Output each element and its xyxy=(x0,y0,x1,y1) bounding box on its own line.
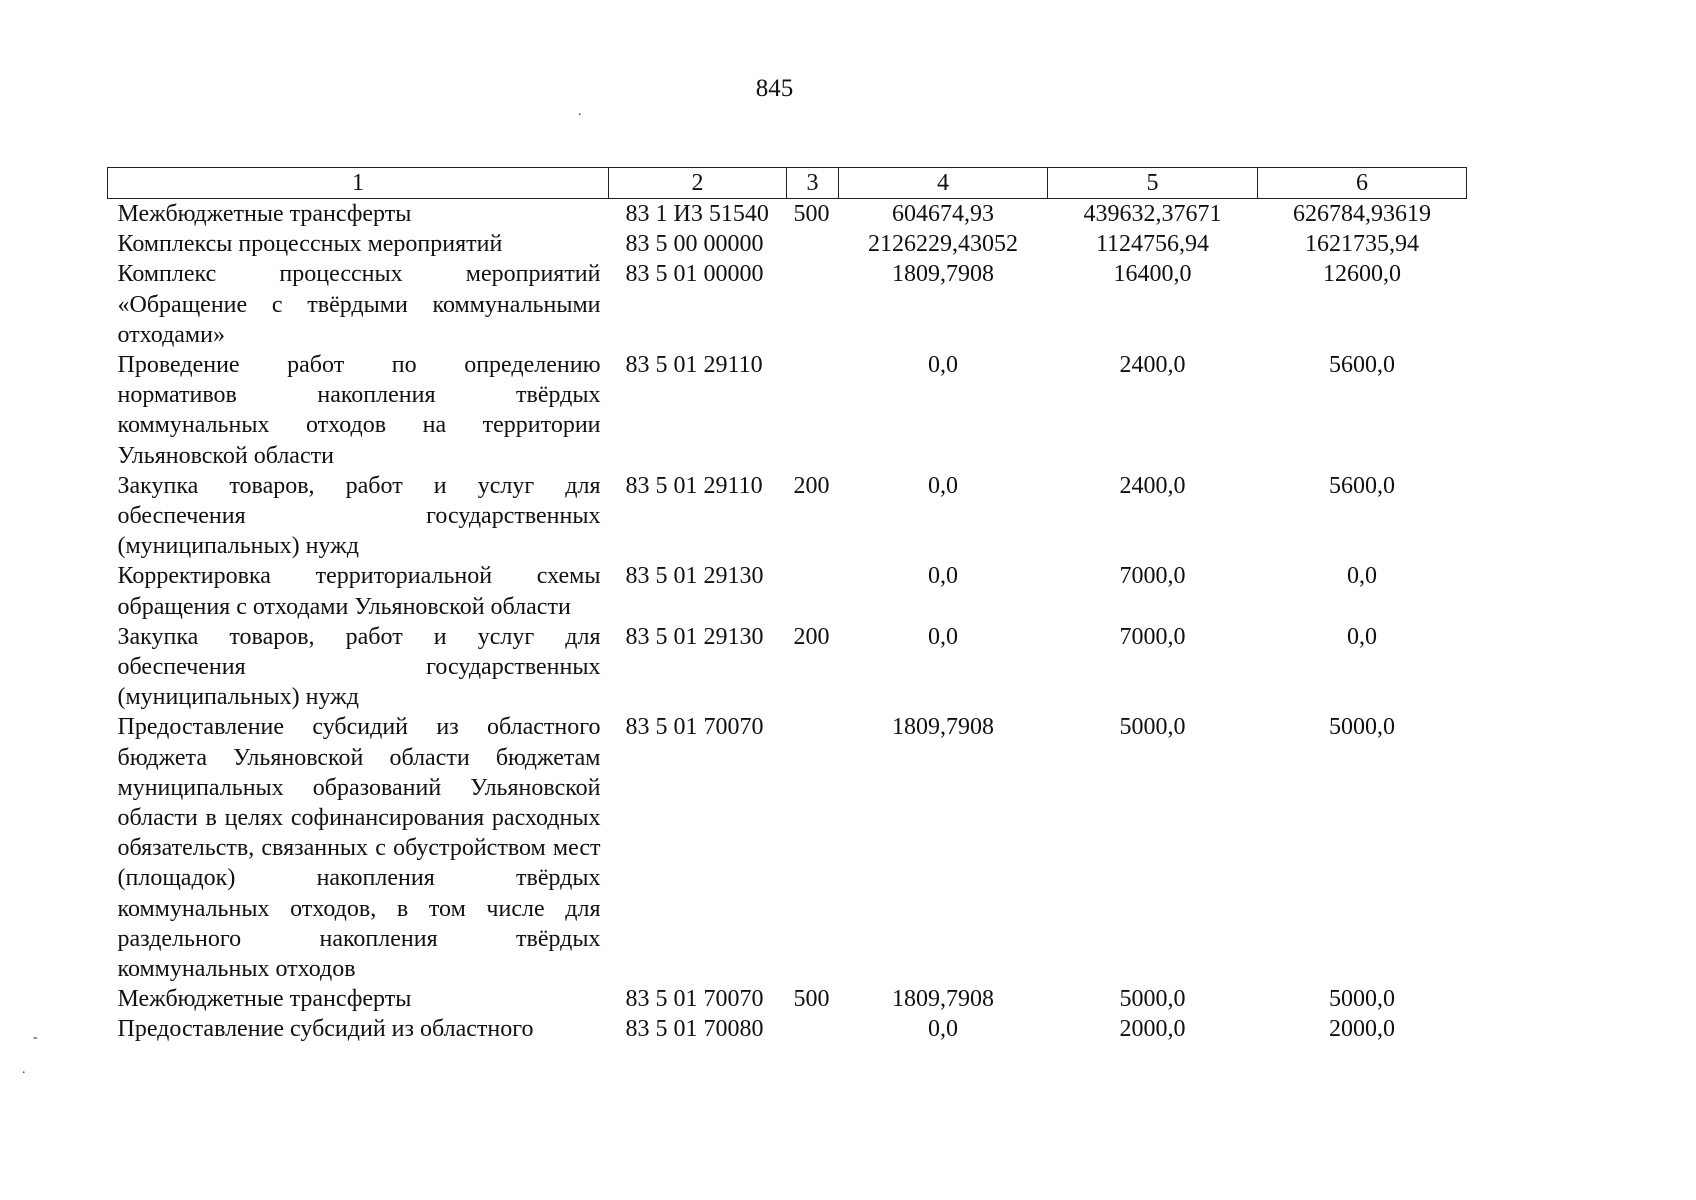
row-value-4: 0,0 xyxy=(928,563,958,590)
table-row xyxy=(108,712,1467,984)
row-type xyxy=(787,229,839,259)
row-value-6: 2000,0 xyxy=(1329,1016,1395,1043)
row-code: 83 5 00 00000 xyxy=(625,231,764,258)
row-value-4: 1809,7908 xyxy=(892,986,994,1013)
table-row xyxy=(108,984,1467,1014)
row-value-5: 7000,0 xyxy=(1119,563,1186,590)
table-row xyxy=(108,229,1467,259)
row-value-4: 0,0 xyxy=(928,1016,958,1043)
header-col-4: 4 xyxy=(839,168,1048,199)
table-row xyxy=(108,471,1467,562)
table-row xyxy=(108,350,1467,471)
row-name: Комплекс процессных мероприятий «Обращение с твёрдыми коммунальными отходами» xyxy=(117,261,601,348)
row-value-6: 5000,0 xyxy=(1329,986,1395,1013)
row-value-6: 12600,0 xyxy=(1323,261,1401,288)
row-name: Комплексы процессных мероприятий xyxy=(117,231,503,258)
row-type xyxy=(787,1014,839,1044)
row-type xyxy=(787,259,839,350)
row-name: Закупка товаров, работ и услуг для обеспечения государственных (муниципальных) нужд xyxy=(117,472,601,560)
row-name: Межбюджетные трансферты xyxy=(117,986,412,1013)
row-value-5: 5000,0 xyxy=(1119,714,1186,741)
row-code: 83 5 01 70080 xyxy=(625,1016,764,1043)
row-value-5: 2400,0 xyxy=(1119,472,1186,499)
row-value-4: 1809,7908 xyxy=(892,261,994,288)
row-code: 83 5 01 00000 xyxy=(625,261,764,288)
header-col-5: 5 xyxy=(1048,168,1258,199)
row-value-6: 5600,0 xyxy=(1329,352,1395,379)
budget-table xyxy=(107,167,1467,1045)
row-code: 83 5 01 29110 xyxy=(625,352,763,379)
header-row xyxy=(108,168,1467,199)
header-col-1: 1 xyxy=(108,168,609,199)
row-name: Корректировка территориальной схемы обращения с отходами Ульяновской области xyxy=(117,563,601,620)
row-value-4: 0,0 xyxy=(928,472,958,499)
row-value-5: 2000,0 xyxy=(1119,1016,1186,1043)
row-value-6: 5000,0 xyxy=(1329,714,1395,741)
table-row xyxy=(108,199,1467,230)
header-col-6: 6 xyxy=(1258,168,1467,199)
row-value-6: 0,0 xyxy=(1347,623,1377,650)
row-value-4: 2126229,43052 xyxy=(868,231,1018,258)
row-code: 83 5 01 29130 xyxy=(625,563,764,590)
header-col-3: 3 xyxy=(787,168,839,199)
row-value-6: 1621735,94 xyxy=(1305,231,1419,258)
table-row xyxy=(108,561,1467,621)
row-name: Закупка товаров, работ и услуг для обеспечения государственных (муниципальных) нужд xyxy=(117,623,601,711)
table-row xyxy=(108,259,1467,350)
row-value-5: 16400,0 xyxy=(1113,261,1192,288)
row-type: 200 xyxy=(793,623,830,650)
table-row xyxy=(108,622,1467,713)
row-value-4: 0,0 xyxy=(928,623,958,650)
row-code: 83 5 01 29130 xyxy=(625,623,764,650)
table-body xyxy=(108,199,1467,1045)
header-col-2: 2 xyxy=(609,168,787,199)
row-type: 200 xyxy=(793,472,830,499)
row-type xyxy=(787,350,839,471)
table-row xyxy=(108,1014,1467,1044)
row-code: 83 5 01 29110 xyxy=(625,472,763,499)
row-type: 500 xyxy=(793,986,830,1013)
scan-speck: . xyxy=(22,1062,26,1077)
row-code: 83 5 01 70070 xyxy=(625,714,764,741)
row-value-6: 626784,93619 xyxy=(1293,201,1431,227)
row-type xyxy=(787,712,839,984)
row-value-6: 0,0 xyxy=(1347,563,1377,590)
row-type xyxy=(787,561,839,621)
row-value-4: 604674,93 xyxy=(892,201,994,227)
row-value-6: 5600,0 xyxy=(1329,472,1395,499)
row-code: 83 1 И3 51540 xyxy=(625,201,769,227)
row-name: Межбюджетные трансферты xyxy=(117,201,412,227)
row-value-5: 439632,37671 xyxy=(1083,201,1222,227)
row-value-5: 5000,0 xyxy=(1119,986,1186,1013)
row-value-5: 7000,0 xyxy=(1119,623,1186,650)
page-number: 845 xyxy=(755,75,794,102)
row-value-5: 1124756,94 xyxy=(1095,231,1210,258)
row-value-5: 2400,0 xyxy=(1119,352,1186,379)
table-header xyxy=(108,168,1467,199)
row-name: Проведение работ по определению нормативов накопления твёрдых коммунальных отходов на территории Ульяновской области xyxy=(117,352,601,469)
row-value-4: 1809,7908 xyxy=(892,714,994,741)
row-name: Предоставление субсидий из областного бюджета Ульяновской области бюджетам муниципальных образований Ульяновской области в целях софинансирования расходных обязательств, связанных с обустройством мест (площадок) накопления твёрдых коммунальных отходов, в том числе для раздельного накопления твёрдых коммунальных отходов xyxy=(117,714,601,983)
scan-speck: - xyxy=(33,1030,38,1045)
row-name: Предоставление субсидий из областного xyxy=(117,1016,534,1043)
row-code: 83 5 01 70070 xyxy=(625,986,764,1013)
row-value-4: 0,0 xyxy=(928,352,958,379)
row-type: 500 xyxy=(793,201,830,227)
scan-speck: . xyxy=(578,104,582,119)
